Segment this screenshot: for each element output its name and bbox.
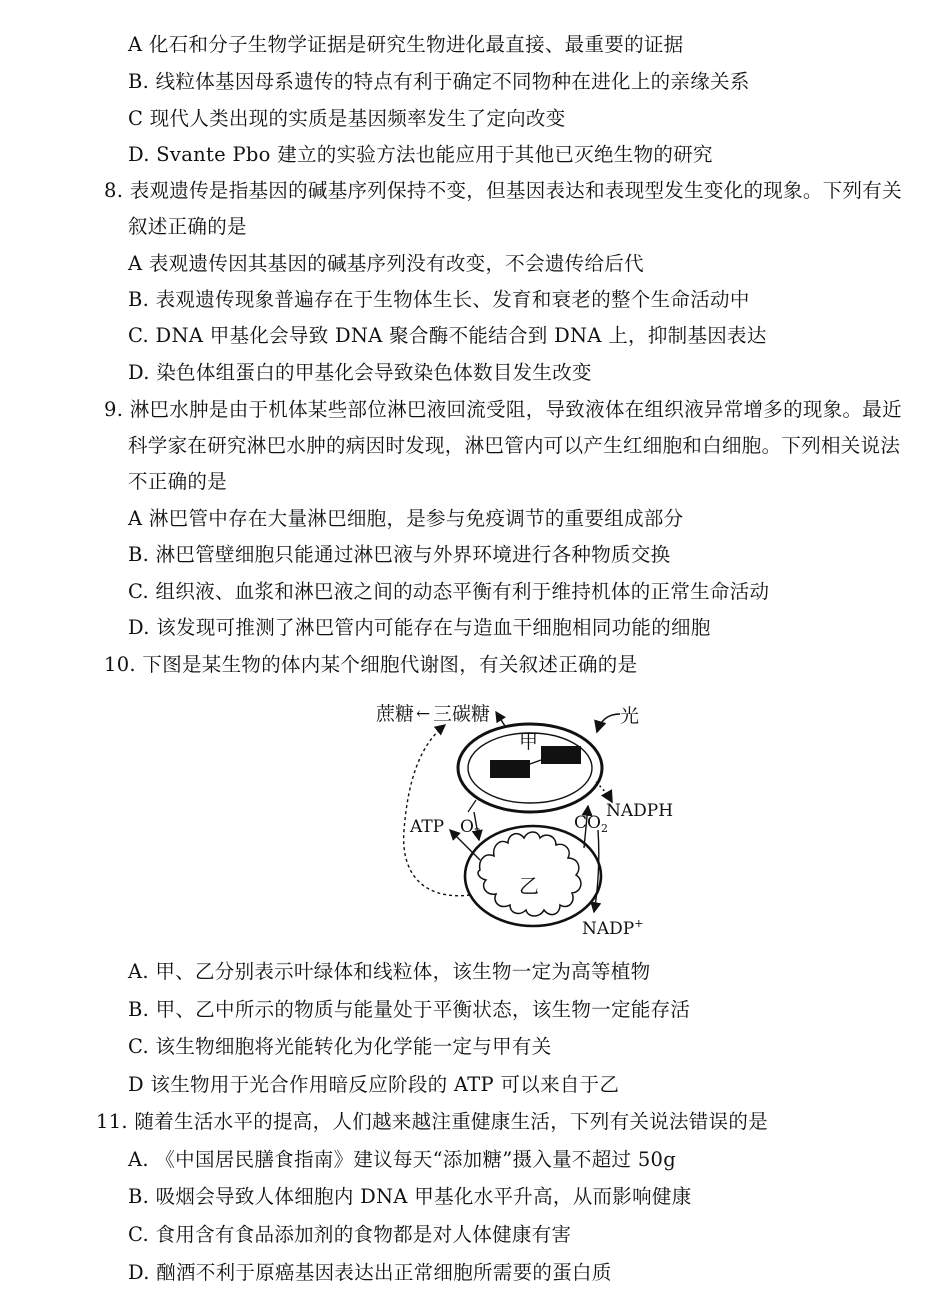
q10-option-a: A. 甲、乙分别表示叶绿体和线粒体，该生物一定为高等植物 xyxy=(128,960,651,983)
organelle-yi-label: 乙 xyxy=(519,874,539,898)
atp-label: ATP xyxy=(410,817,445,837)
q10-stem: 10. 下图是某生物的体内某个细胞代谢图，有关叙述正确的是 xyxy=(104,653,638,676)
left-arrow-glyph: ← xyxy=(416,704,431,724)
q7-option-a: A 化石和分子生物学证据是研究生物进化最直接、最重要的证据 xyxy=(128,33,684,56)
q8-stem-line1: 8. 表观遗传是指基因的碱基序列保持不变，但基因表达和表现型发生变化的现象。下列有关 xyxy=(104,179,902,202)
nadp-arrow xyxy=(594,830,599,912)
o2-label: $O_2$ xyxy=(460,817,481,839)
q9-stem-line3: 不正确的是 xyxy=(128,470,228,493)
organelle-jia-label: 甲 xyxy=(519,731,539,753)
o2-release-line xyxy=(468,800,476,812)
q11-stem: 11. 随着生活水平的提高，人们越来越注重健康生活，下列有关说法错误的是 xyxy=(96,1110,769,1133)
nadp-label: NADP+ xyxy=(582,917,644,939)
q9-option-b: B. 淋巴管壁细胞只能通过淋巴液与外界环境进行各种物质交换 xyxy=(128,543,671,566)
q11-option-b: B. 吸烟会导致人体细胞内 DNA 甲基化水平升高，从而影响健康 xyxy=(128,1185,692,1208)
thylakoid-connector xyxy=(530,760,541,764)
q8-option-b: B. 表观遗传现象普遍存在于生物体生长、发育和衰老的整个生命活动中 xyxy=(128,288,750,311)
light-arrow xyxy=(597,714,620,732)
light-label: 光 xyxy=(620,705,640,727)
q9-option-d: D. 该发现可推测了淋巴管内可能存在与造血干细胞相同功能的细胞 xyxy=(128,616,711,639)
q11-option-d: D. 酗酒不利于原癌基因表达出正常细胞所需要的蛋白质 xyxy=(128,1261,612,1284)
q9-option-a: A 淋巴管中存在大量淋巴细胞，是参与免疫调节的重要组成部分 xyxy=(128,507,684,530)
q9-stem-line1: 9. 淋巴水肿是由于机体某些部位淋巴液回流受阻，导致液体在组织液异常增多的现象。最近 xyxy=(104,398,902,421)
q8-option-a: A 表观遗传因其基因的碱基序列没有改变，不会遗传给后代 xyxy=(128,252,644,275)
nadph-label: NADPH xyxy=(606,801,674,821)
dashed-cycle-arrow xyxy=(404,725,470,896)
q7-option-d: D. Svante Pbo 建立的实验方法也能应用于其他已灭绝生物的研究 xyxy=(128,143,713,166)
thylakoid-stack-left xyxy=(490,760,530,778)
q10-option-c: C. 该生物细胞将光能转化为化学能一定与甲有关 xyxy=(128,1035,552,1058)
q8-stem-line2: 叙述正确的是 xyxy=(128,215,247,238)
sucrose-label: 蔗糖 xyxy=(376,703,415,725)
q11-option-a: A. 《中国居民膳食指南》建议每天“添加糖”摄入量不超过 50g xyxy=(128,1148,677,1171)
q10-option-d: D 该生物用于光合作用暗反应阶段的 ATP 可以来自于乙 xyxy=(128,1073,620,1096)
q10-option-b: B. 甲、乙中所示的物质与能量处于平衡状态，该生物一定能存活 xyxy=(128,998,691,1021)
q9-stem-line2: 科学家在研究淋巴水肿的病因时发现，淋巴管内可以产生红细胞和白细胞。下列相关说法 xyxy=(128,434,901,457)
triose-label: 三碳糖 xyxy=(433,703,491,725)
q9-option-c: C. 组织液、血浆和淋巴液之间的动态平衡有利于维持机体的正常生命活动 xyxy=(128,580,770,603)
q11-option-c: C. 食用含有食品添加剂的食物都是对人体健康有害 xyxy=(128,1223,572,1246)
triose-arrow xyxy=(496,712,505,726)
q8-option-c: C. DNA 甲基化会导致 DNA 聚合酶不能结合到 DNA 上，抑制基因表达 xyxy=(128,324,767,347)
co2-label: $CO_2$ xyxy=(574,813,608,835)
thylakoid-stack-right xyxy=(541,746,581,764)
q7-option-c: C 现代人类出现的实质是基因频率发生了定向改变 xyxy=(128,107,566,130)
q7-option-b: B. 线粒体基因母系遗传的特点有利于确定不同物种在进化上的亲缘关系 xyxy=(128,70,750,93)
q8-option-d: D. 染色体组蛋白的甲基化会导致染色体数目发生改变 xyxy=(128,361,592,384)
